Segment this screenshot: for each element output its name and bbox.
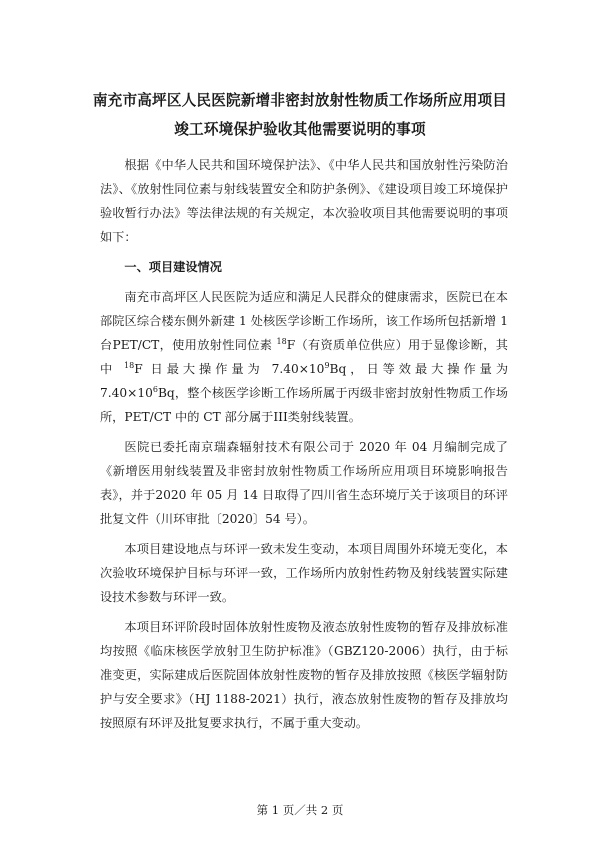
project-description-paragraph (100, 285, 508, 429)
document-title-line-2: 竣工环境保护验收其他需要说明的事项 (174, 121, 426, 138)
construction-consistency-paragraph: 本项目建设地点与环评一致未发生变动，本项目周围外环境无变化，本次验收环境保护目标与环评一致，工作场所内放射性药物及射线装置实际建设技术参数与环评一致。 (100, 542, 508, 604)
intro-paragraph: 根据《中华人民共和国环境保护法》、《中华人民共和国放射性污染防治法》、《放射性同位素与射线装置安全和防护条例》、《建设项目竣工环境保护验收暂行办法》等法律法规的有关规定，本次验收项目其他需要说明的事项如下： (100, 158, 508, 244)
paragraph-text: F（有资质单位供应）用于显像诊断，其中 (100, 338, 508, 376)
paragraph-text: Bq，整个核医学诊断工作场所属于丙级非密封放射性物质工作场所，PET/CT 中的 CT 部分属于III类射线装置。 (100, 386, 508, 424)
superscript-exponent: 6 (152, 384, 158, 394)
superscript-exponent: 9 (324, 360, 330, 370)
paragraph-text: F 日最大操作量为 7.40×10 (134, 362, 325, 376)
page-number: 第 1 页／共 2 页 (256, 803, 344, 817)
section-heading: 一、项目建设情况 (124, 260, 222, 274)
eia-report-paragraph: 医院已委托南京瑞森辐射技术有限公司于 2020 年 04 月编制完成了《新增医用射线装置及非密封放射性物质工作场所应用项目环境影响报告表》，并于2020 年 05 月 14 日取得了四川省生态环境厅关于该项目的环评批复文件（川环审批〔2020〕54 号）。 (100, 440, 508, 526)
waste-standard-paragraph: 本项目环评阶段时固体放射性废物及液态放射性废物的暂存及排放标准均按照《临床核医学放射卫生防护标准》（GBZ120-2006）执行，由于标准变更，实际建成后医院固体放射性废物的暂存及排放按照《核医学辐射防护与安全要求》（HJ 1188-2021）执行，液态放射性废物的暂存及排放均按照原有环评及批复要求执行，不属于重大变动。 (100, 620, 508, 730)
superscript-mass-number: 18 (124, 360, 135, 370)
document-title-line-1: 南充市高坪区人民医院新增非密封放射性物质工作场所应用项目 (92, 92, 508, 109)
paragraph-text: 南充市高坪区人民医院为适应和满足人民群众的健康需求，医院已在本部院区综合楼东侧外新建 1 处核医学诊断工作场所，该工作场所包括新增 1 台PET/CT，使用放射性同位素 (100, 290, 508, 352)
paragraph-text: Bq，日等效最大操作量为 7.40×10 (100, 362, 509, 400)
superscript-mass-number: 18 (276, 336, 287, 346)
document-body (100, 153, 508, 735)
